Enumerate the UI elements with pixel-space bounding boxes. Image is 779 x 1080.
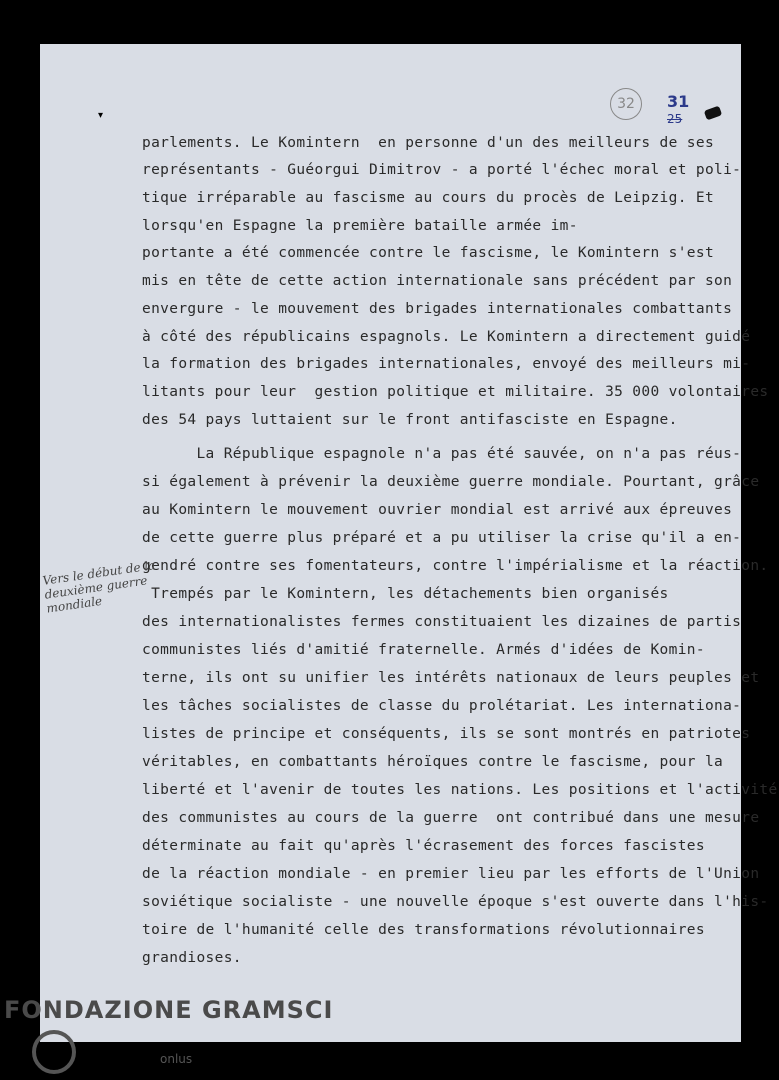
text-line: mis en tête de cette action internationale sans précédent par son [142,273,733,289]
text-line: gendré contre ses fomentateurs, contre l'impérialisme et la réaction. [142,558,769,574]
text-line: lorsqu'en Espagne la première bataille armée im- [142,218,578,234]
corner-mark: ▾ [98,110,104,121]
foundation-watermark: FONDAZIONE GRAMSCI [4,996,334,1024]
text-line: Trempés par le Komintern, les détachements bien organisés [142,586,669,602]
text-line: les tâches socialistes de classe du prolétariat. Les internationa- [142,698,742,714]
text-line: à côté des républicains espagnols. Le Komintern a directement guidé [142,329,751,345]
text-line: litants pour leur gestion politique et militaire. 35 000 volontaires [142,384,769,400]
text-line: de cette guerre plus préparé et a pu utiliser la crise qu'il a en- [142,530,742,546]
text-line: de la réaction mondiale - en premier lieu par les efforts de l'Union [142,866,760,882]
text-line: au Komintern le mouvement ouvrier mondial est arrivé aux épreuves [142,502,733,518]
text-line: La République espagnole n'a pas été sauvée, on n'a pas réus- [142,446,742,462]
text-line: des internationalistes fermes constituaient les dizaines de partis [142,614,742,630]
handwritten-margin-note: Vers le début de la deuxième guerre mondiale [41,558,157,616]
text-line: portante a été commencée contre le fascisme, le Komintern s'est [142,245,715,261]
folio-number-struck: 25 [667,112,683,126]
text-line: des 54 pays luttaient sur le front antifasciste en Espagne. [142,412,678,428]
text-line: parlements. Le Komintern en personne d'un des meilleurs de ses [142,135,715,151]
text-line: toire de l'humanité celle des transformations révolutionnaires [142,922,705,938]
text-line: grandioses. [142,950,242,966]
text-line: listes de principe et conséquents, ils se sont montrés en patriotes [142,726,751,742]
page-number-stamp: 32 [610,88,642,120]
text-line: soviétique socialiste - une nouvelle époque s'est ouverte dans l'his- [142,894,769,910]
text-line: déterminate au fait qu'après l'écrasement des forces fascistes [142,838,705,854]
text-line: liberté et l'avenir de toutes les nations. Les positions et l'activité [142,782,778,798]
text-line: terne, ils ont su unifier les intérêts nationaux de leurs peuples et [142,670,760,686]
text-line: véritables, en combattants héroïques contre le fascisme, pour la [142,754,724,770]
text-line: représentants - Guéorgui Dimitrov - a porté l'échec moral et poli- [142,162,742,178]
folio-number: 31 [667,92,690,111]
text-line: envergure - le mouvement des brigades internationales combattants [142,301,733,317]
foundation-logo-icon [32,1030,76,1074]
text-line: communistes liés d'amitié fraternelle. Armés d'idées de Komin- [142,642,705,658]
text-line: tique irréparable au fascisme au cours du procès de Leipzig. Et [142,190,715,206]
text-line: si également à prévenir la deuxième guerre mondiale. Pourtant, grâce [142,474,760,490]
text-line: des communistes au cours de la guerre ont contribué dans une mesure [142,810,760,826]
text-line: la formation des brigades internationales, envoyé des meilleurs mi- [142,356,751,372]
foundation-watermark-sub: onlus [160,1052,193,1066]
